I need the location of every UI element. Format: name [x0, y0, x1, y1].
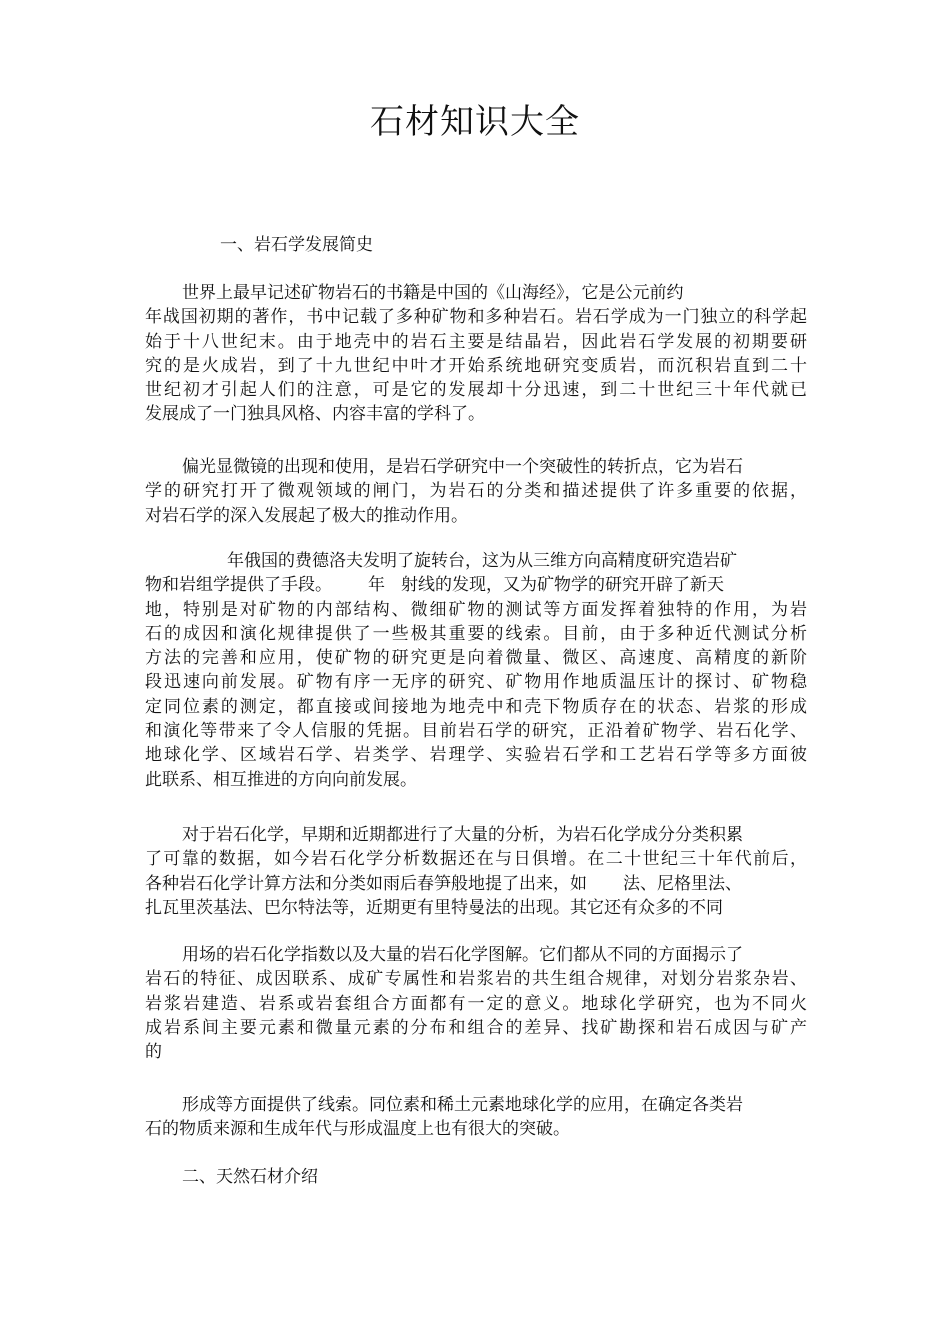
- paragraph-line: 学的研究打开了微观领域的闸门，为岩石的分类和描述提供了许多重要的依据，: [145, 481, 807, 502]
- paragraph-line: 年战国初期的著作，书中记载了多种矿物和多种岩石。岩石学成为一门独立的科学起: [145, 307, 807, 328]
- text-fragment: 年: [368, 575, 385, 596]
- paragraph-5: [145, 943, 807, 1064]
- text-fragment: 射线的发现，又为矿物学的研究开辟了新天: [401, 575, 724, 596]
- paragraph-line: 方法的完善和应用，使矿物的研究更是向着微量、微区、高速度、高精度的新阶: [145, 648, 807, 669]
- paragraph-line: 世纪初才引起人们的注意，可是它的发展却十分迅速，到二十世纪三十年代就已: [145, 380, 807, 401]
- paragraph-line: 此联系、相互推进的方向向前发展。: [145, 769, 417, 790]
- document-title: 石材知识大全: [370, 102, 580, 142]
- paragraph-line: 形成等方面提供了线索。同位素和稀土元素地球化学的应用，在确定各类岩: [182, 1095, 743, 1115]
- paragraph-line: 地，特别是对矿物的内部结构、微细矿物的测试等方面发挥着独特的作用，为岩: [145, 599, 807, 620]
- paragraph-1: [145, 281, 807, 427]
- paragraph-line: 始于十八世纪末。由于地壳中的岩石主要是结晶岩，因此岩石学发展的初期要研: [145, 331, 807, 352]
- paragraph-2: [145, 455, 807, 528]
- text-fragment: 法、尼格里法、: [623, 873, 742, 894]
- paragraph-line: 石的成因和演化规律提供了一些极其重要的线索。目前，由于多种近代测试分析: [145, 623, 807, 644]
- paragraph-line: 对岩石学的深入发展起了极大的推动作用。: [145, 505, 468, 526]
- paragraph-line: 石的物质来源和生成年代与形成温度上也有很大的突破。: [145, 1119, 570, 1140]
- paragraph-line: 偏光显微镜的出现和使用，是岩石学研究中一个突破性的转折点，它为岩石: [182, 457, 743, 477]
- text-fragment: 各种岩石化学计算方法和分类如雨后春笋般地提了出来，如: [145, 873, 587, 894]
- paragraph-line: 的: [145, 1042, 162, 1063]
- paragraph-line: 年俄国的费德洛夫发明了旋转台，这为从三维方向高精度研究造岩矿: [227, 551, 737, 571]
- paragraph-3: [145, 549, 807, 792]
- paragraph-line: 用场的岩石化学指数以及大量的岩石化学图解。它们都从不同的方面揭示了: [182, 945, 743, 965]
- paragraph-line: 定同位素的测定，都直接或间接地为地壳中和壳下物质存在的状态、岩浆的形成: [145, 696, 807, 717]
- paragraph-line: 世界上最早记述矿物岩石的书籍是中国的《山海经》，它是公元前约: [182, 283, 684, 303]
- paragraph-line: 成岩系间主要元素和微量元素的分布和组合的差异、找矿勘探和岩石成因与矿产: [145, 1017, 807, 1038]
- paragraph-line: 和演化等带来了令人信服的凭据。目前岩石学的研究，正沿着矿物学、岩石化学、: [145, 721, 807, 742]
- paragraph-line: 对于岩石化学，早期和近期都进行了大量的分析，为岩石化学成分分类积累: [182, 825, 743, 845]
- paragraph-line: 段迅速向前发展。矿物有序一无序的研究、矿物用作地质温压计的探讨、矿物稳: [145, 672, 807, 693]
- section-heading-2: 二、天然石材介绍: [182, 1167, 318, 1187]
- paragraph-line: 地球化学、区域岩石学、岩类学、岩理学、实验岩石学和工艺岩石学等多方面彼: [145, 745, 807, 766]
- paragraph-line: [145, 573, 807, 597]
- section-heading-1: 一、岩石学发展简史: [220, 235, 373, 255]
- paragraph-line: 了可靠的数据，如今岩石化学分析数据还在与日俱增。在二十世纪三十年代前后，: [145, 849, 807, 870]
- paragraph-line: 岩石的特征、成因联系、成矿专属性和岩浆岩的共生组合规律，对划分岩浆杂岩、: [145, 969, 807, 990]
- paragraph-line: 究的是火成岩，到了十九世纪中叶才开始系统地研究变质岩，而沉积岩直到二十: [145, 355, 807, 376]
- paragraph-4: [145, 823, 807, 920]
- paragraph-6: [145, 1093, 807, 1142]
- paragraph-line: 发展成了一门独具风格、内容丰富的学科了。: [145, 404, 485, 425]
- text-fragment: 物和岩组学提供了手段。: [145, 575, 332, 596]
- paragraph-line: 扎瓦里茨基法、巴尔特法等，近期更有里特曼法的出现。其它还有众多的不同: [145, 897, 723, 918]
- paragraph-line: 岩浆岩建造、岩系或岩套组合方面都有一定的意义。地球化学研究，也为不同火: [145, 993, 807, 1014]
- paragraph-line: [145, 872, 807, 896]
